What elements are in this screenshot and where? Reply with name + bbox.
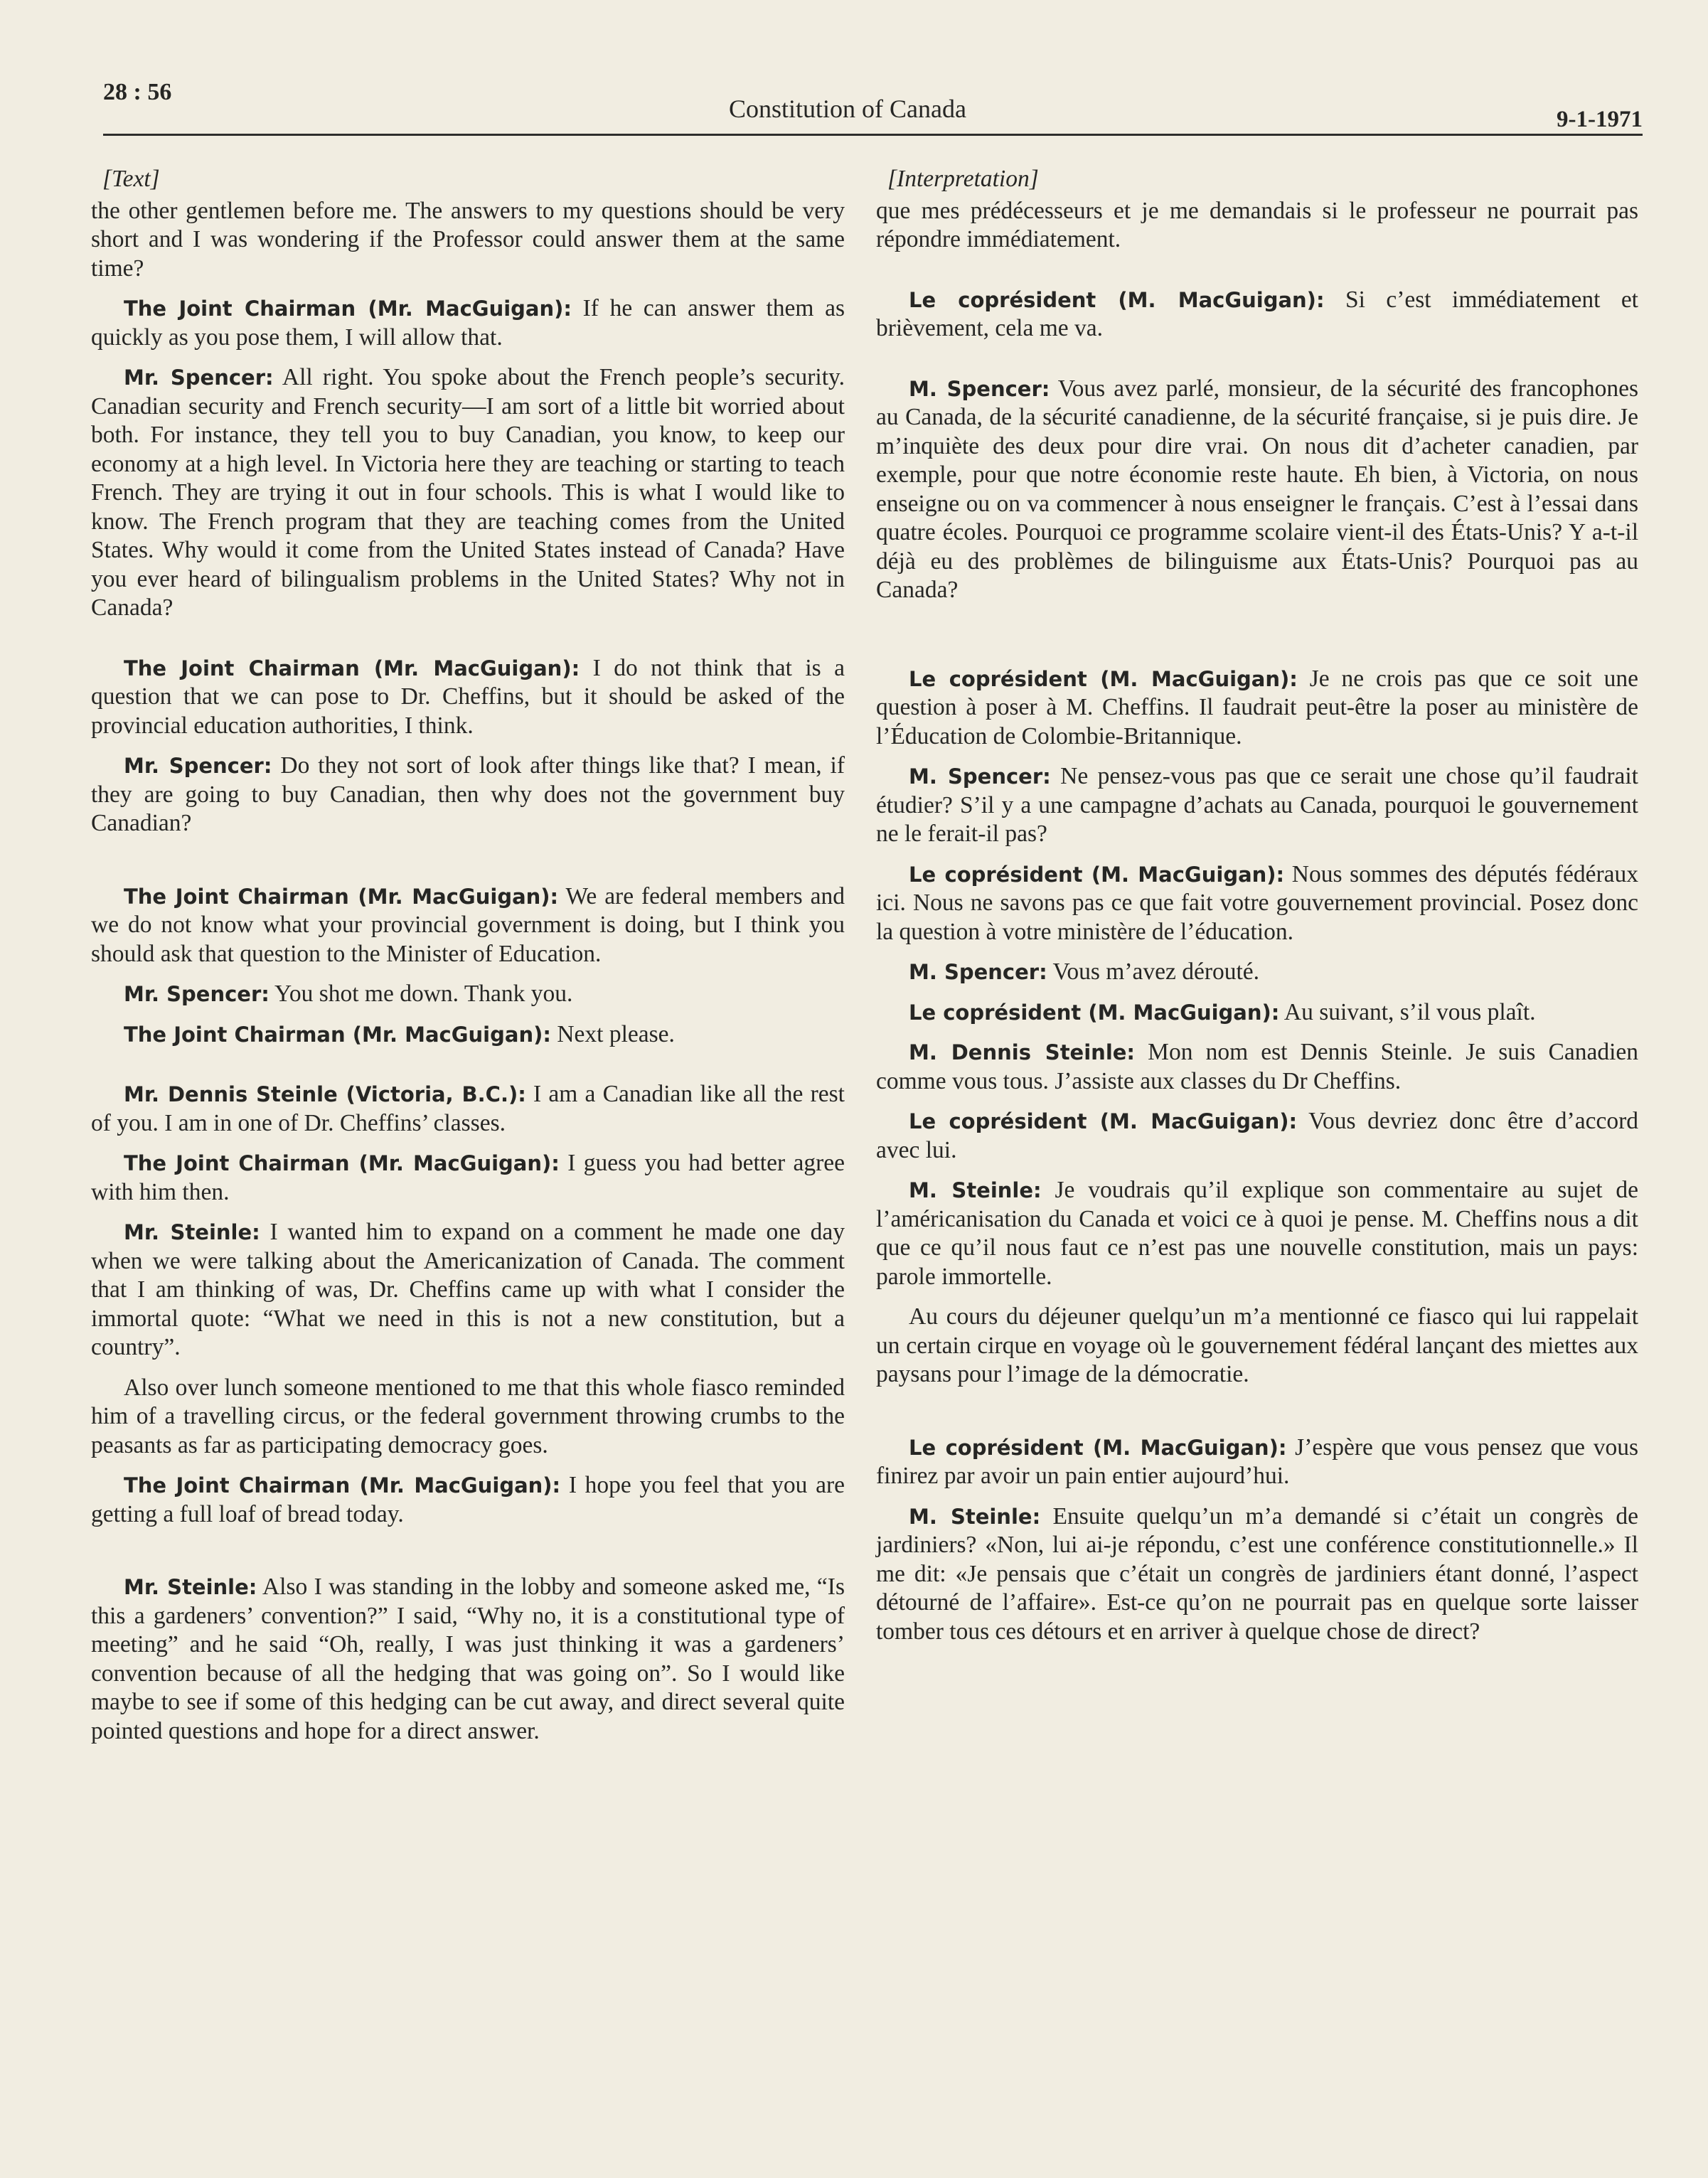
paragraph bbox=[876, 998, 1638, 1027]
paragraph: the other gentlemen before me. The answers to my questions should be very short and I was wondering if the Professor could answer them at the same time? bbox=[91, 197, 845, 282]
speaker-name: Mr. Spencer: bbox=[124, 754, 272, 778]
paragraph bbox=[91, 294, 845, 352]
speech-text: Vous devriez donc être d’accord avec lui. bbox=[876, 1108, 1638, 1163]
speech-text: You shot me down. Thank you. bbox=[269, 981, 573, 1007]
speaker-name: Le coprésident (M. MacGuigan): bbox=[909, 1109, 1298, 1133]
speech-text: Mon nom est Dennis Steinle. Je suis Canadien comme vous tous. J’assiste aux classes du Dr Cheffins. bbox=[876, 1039, 1638, 1094]
paragraph bbox=[876, 1434, 1638, 1491]
speech-text: I am a Canadian like all the rest of you. I am in one of Dr. Cheffins’ classes. bbox=[91, 1081, 845, 1136]
speech-text: Si c’est immédiatement et brièvement, cela me va. bbox=[876, 286, 1638, 341]
paragraph bbox=[876, 1502, 1638, 1647]
paragraph bbox=[876, 1038, 1638, 1096]
speech-text: Ne pensez-vous pas que ce serait une chose qu’il faudrait étudier? S’il y a une campagne d’achats au Canada, pourquoi le gouvernement ne le ferait-il pas? bbox=[876, 763, 1638, 847]
speaker-name: M. Steinle: bbox=[909, 1178, 1042, 1202]
speech-text: Je ne crois pas que ce soit une question à poser à M. Cheffins. Il faudrait peut-être la poser au ministère de l’Éducation de Colombie-Britannique. bbox=[876, 665, 1638, 749]
speaker-name: The Joint Chairman (Mr. MacGuigan): bbox=[124, 297, 572, 321]
speaker-name: The Joint Chairman (Mr. MacGuigan): bbox=[124, 1022, 551, 1047]
speaker-name: The Joint Chairman (Mr. MacGuigan): bbox=[124, 1473, 561, 1498]
speaker-name: Le coprésident (M. MacGuigan): bbox=[909, 1000, 1280, 1025]
speech-text: Je voudrais qu’il explique son commentaire au sujet de l’américanisation du Canada et voici ce à quoi je pense. M. Cheffins nous a dit que ce qu’il nous faut ce n’est pas une nouvelle constitution, mais un pays: parole immortelle. bbox=[876, 1177, 1638, 1290]
speaker-name: Mr. Spencer: bbox=[124, 982, 269, 1006]
speaker-name: The Joint Chairman (Mr. MacGuigan): bbox=[124, 884, 559, 909]
speech-text: I hope you feel that you are getting a full loaf of bread today. bbox=[91, 1472, 845, 1527]
paragraph bbox=[91, 363, 845, 623]
speech-text: Next please. bbox=[550, 1020, 675, 1047]
paragraph bbox=[876, 762, 1638, 849]
page-number: 28 : 56 bbox=[103, 79, 172, 105]
speaker-name: M. Spencer: bbox=[909, 376, 1050, 401]
speech-text: If he can answer them as quickly as you pose them, I will allow that. bbox=[91, 295, 845, 351]
speaker-name: Le coprésident (M. MacGuigan): bbox=[909, 862, 1285, 887]
speaker-name: M. Dennis Steinle: bbox=[909, 1040, 1136, 1064]
paragraph bbox=[876, 665, 1638, 752]
paragraph bbox=[876, 1176, 1638, 1291]
speech-text: I guess you had better agree with him then. bbox=[91, 1150, 845, 1205]
paragraph bbox=[876, 860, 1638, 947]
speaker-name: Le coprésident (M. MacGuigan): bbox=[909, 666, 1298, 691]
paragraph bbox=[91, 1149, 845, 1207]
paragraph bbox=[91, 1573, 845, 1746]
paragraph bbox=[876, 375, 1638, 605]
header-date: 9-1-1971 bbox=[1557, 107, 1643, 132]
speech-text: I do not think that is a question that we can pose to Dr. Cheffins, but it should be asked of the provincial education authorities, I think. bbox=[91, 654, 845, 739]
speaker-name: Le coprésident (M. MacGuigan): bbox=[909, 1435, 1287, 1460]
speaker-name: Le coprésident (M. MacGuigan): bbox=[909, 287, 1325, 312]
paragraph bbox=[91, 752, 845, 838]
speaker-name: The Joint Chairman (Mr. MacGuigan): bbox=[124, 656, 580, 680]
speech-text: I wanted him to expand on a comment he made one day when we were talking about the Americanization of Canada. The comment that I am thinking of was, Dr. Cheffins came up with what I consider the immortal quote: “What we need in this is not a new constitution, but a country”. bbox=[91, 1219, 845, 1360]
paragraph: Also over lunch someone mentioned to me that this whole fiasco reminded him of a travelling circus, or the federal government throwing crumbs to the peasants as far as participating democracy goes. bbox=[91, 1374, 845, 1458]
paragraph bbox=[91, 654, 845, 741]
speech-text: Also I was standing in the lobby and someone asked me, “Is this a gardeners’ convention?” I said, “Why no, it is a constitutional type of meeting” and he said “Oh, really, I was just thinking it was a gardeners’ convention because of all the hedging that was going on”. So I would like maybe to see if some of this hedging can be cut away, and direct several quite pointed questions and hope for a direct answer. bbox=[91, 1574, 845, 1744]
english-column bbox=[91, 165, 845, 1757]
paragraph bbox=[91, 1080, 845, 1138]
speech-text: Nous sommes des députés fédéraux ici. Nous ne savons pas ce que fait votre gouvernement provincial. Posez donc la question à votre ministère de l’éducation. bbox=[876, 860, 1638, 945]
speaker-name: Mr. Steinle: bbox=[124, 1220, 260, 1244]
column-label: [Text] bbox=[102, 166, 160, 192]
paragraph bbox=[876, 286, 1638, 343]
paragraph bbox=[91, 882, 845, 969]
speaker-name: M. Steinle: bbox=[909, 1504, 1041, 1529]
paragraph: que mes prédécesseurs et je me demandais si le professeur ne pourrait pas répondre immédiatement. bbox=[876, 197, 1638, 252]
speaker-name: M. Spencer: bbox=[909, 764, 1051, 789]
paragraph bbox=[876, 1107, 1638, 1165]
column-label: [Interpretation] bbox=[887, 166, 1039, 192]
french-column bbox=[876, 165, 1638, 1657]
paragraph bbox=[91, 1471, 845, 1529]
speaker-name: Mr. Dennis Steinle (Victoria, B.C.): bbox=[124, 1082, 526, 1106]
speech-text: J’espère que vous pensez que vous finirez par avoir un pain entier aujourd’hui. bbox=[876, 1434, 1638, 1489]
speech-text: We are federal members and we do not know what your provincial government is doing, but I think you should ask that question to the Minister of Education. bbox=[91, 882, 845, 967]
header-rule bbox=[103, 134, 1643, 136]
page-header bbox=[103, 75, 1643, 139]
speech-text: All right. You spoke about the French people’s security. Canadian security and French security—I am sort of a little bit worried about both. For instance, they tell you to buy Canadian, you know, to keep our economy at a high level. In Victoria here they are teaching or starting to teach French. They are trying it out in four schools. This is what I would like to know. The French program that they are teaching comes from the United States. Why would it come from the United States instead of Canada? Have you ever heard of bilingualism problems in the United States? Why not in Canada? bbox=[91, 364, 845, 621]
paragraph bbox=[91, 980, 845, 1009]
speaker-name: M. Spencer: bbox=[909, 960, 1047, 984]
speech-text: Vous avez parlé, monsieur, de la sécurité des francophones au Canada, de la sécurité canadienne, de la sécurité française, si je puis dire. Je m’inquiète des deux pour dire vrai. On nous dit d’acheter canadien, par exemple, pour que notre économie reste haute. Eh bien, à Victoria, on nous enseigne ou on va commencer à nous enseigner le français. C’est à l’essai dans quatre écoles. Pourquoi ce programme scolaire vient-il des États-Unis? Y a-t-il déjà eu des problèmes de bilinguisme aux États-Unis? Pourquoi pas au Canada? bbox=[876, 375, 1638, 603]
speech-text: Ensuite quelqu’un m’a demandé si c’était un congrès de jardiniers? «Non, lui ai-je répondu, c’est une conférence constitutionnelle.» Il me dit: «Je pensais que c’était un congrès de jardiniers étant donné, l’aspect détourné de l’affaire». Est-ce qu’on ne pourrait pas en quelque sorte laisser tomber tous ces détours et en arriver à quelque chose de direct? bbox=[876, 1502, 1639, 1645]
speaker-name: Mr. Steinle: bbox=[124, 1575, 257, 1599]
paragraph bbox=[91, 1020, 845, 1050]
speech-text: Au suivant, s’il vous plaît. bbox=[1279, 998, 1536, 1025]
speaker-name: Mr. Spencer: bbox=[124, 365, 274, 390]
paragraph bbox=[876, 958, 1638, 987]
paragraph bbox=[91, 1218, 845, 1362]
speech-text: Vous m’avez dérouté. bbox=[1047, 959, 1260, 985]
paragraph: Au cours du déjeuner quelqu’un m’a mentionné ce fiasco qui lui rappelait un certain cirque en voyage où le gouvernement fédéral lançant des miettes aux paysans pour l’image de la démocratie. bbox=[876, 1303, 1638, 1387]
running-title: Constitution of Canada bbox=[729, 95, 966, 123]
speaker-name: The Joint Chairman (Mr. MacGuigan): bbox=[124, 1151, 560, 1175]
speech-text: Do they not sort of look after things like that? I mean, if they are going to buy Canadian, then why does not the government buy Canadian? bbox=[91, 752, 845, 836]
